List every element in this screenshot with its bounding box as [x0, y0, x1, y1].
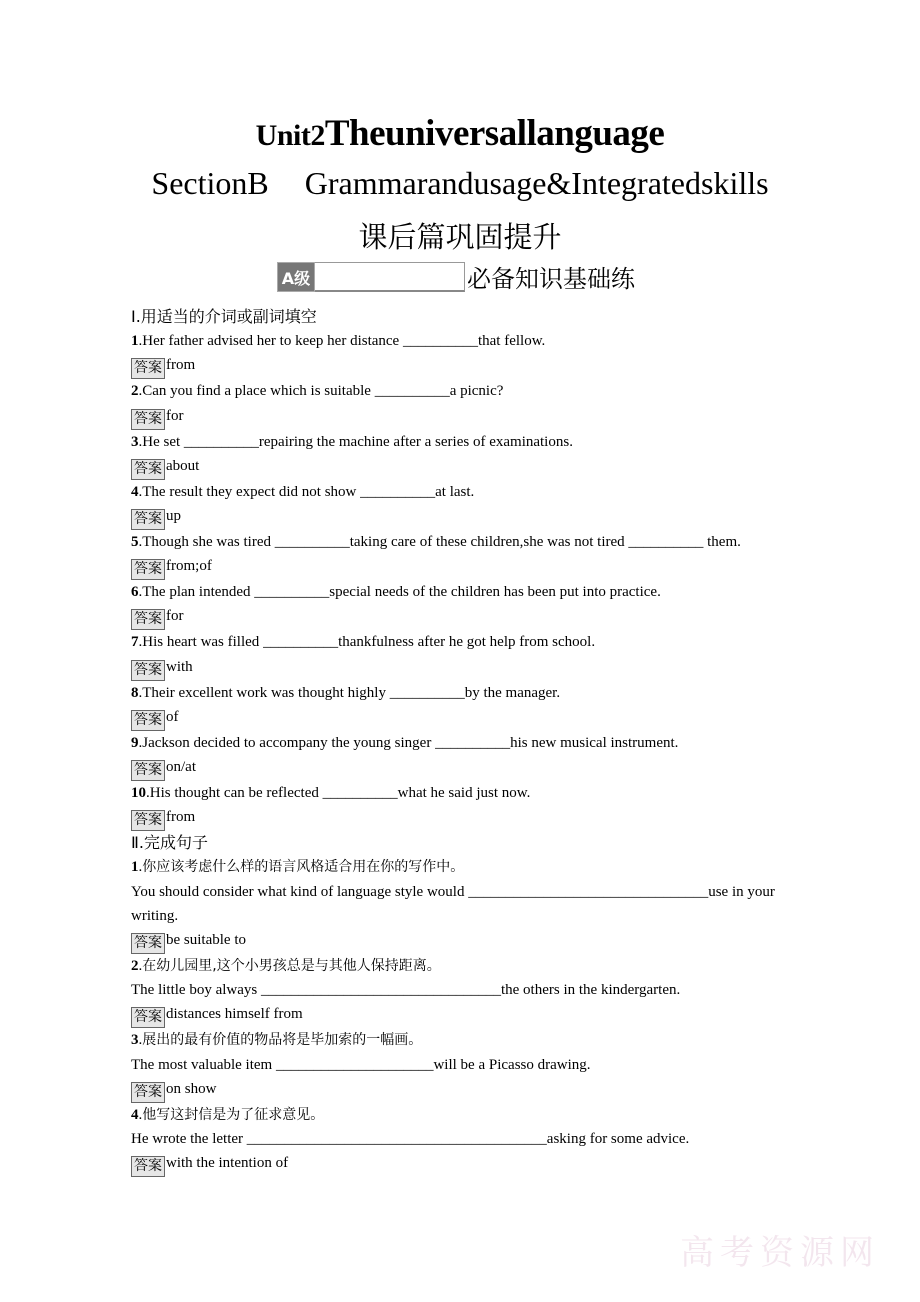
answer-blank: __________: [374, 383, 450, 400]
level-header: [277, 260, 635, 292]
question-text-before: Their excellent work was thought highly: [142, 684, 390, 701]
answer-text: for: [166, 407, 184, 424]
answer-blank: ________________________________: [260, 982, 501, 999]
subtitle: 课后篇巩固提升: [358, 220, 562, 254]
answer-text: on/at: [166, 759, 196, 776]
answer-line: [131, 705, 783, 731]
unit-number: Unit2: [255, 119, 325, 152]
question-item: 1.Her father advised her to keep her distance __________that fellow.: [131, 333, 546, 350]
level-label: 必备知识基础练: [467, 265, 635, 293]
english-sentence: [131, 978, 783, 1002]
question-number: 2: [131, 958, 139, 975]
question-number: 4: [131, 1106, 139, 1123]
question-number: 6: [131, 584, 139, 601]
question-text-before: His thought can be reflected: [149, 785, 323, 802]
answer-badge: 答案: [131, 459, 165, 480]
question-number: 3: [131, 433, 139, 450]
question-number: 4: [131, 483, 139, 500]
sentence-after: the others in the kindergarten.: [500, 982, 681, 999]
section-label: SectionB: [151, 165, 269, 201]
answer-text: about: [166, 457, 200, 474]
question-text-after: special needs of the children has been put into practice.: [329, 584, 661, 601]
chinese-prompt: 1.你应该考虑什么样的语言风格适合用在你的写作中。: [131, 859, 465, 876]
answer-text: from: [166, 357, 196, 374]
question-item: 9.Jackson decided to accompany the young singer __________his new musical instrument.: [131, 734, 679, 751]
answer-blank: __________: [254, 584, 330, 601]
question-number: 3: [131, 1032, 139, 1049]
answer-line: [131, 604, 783, 630]
answer-line: [131, 928, 783, 954]
answer-text: of: [166, 708, 179, 725]
question-number: 2: [131, 383, 139, 400]
question-number: 7: [131, 634, 139, 651]
section-title: [0, 165, 920, 202]
section-topic: Grammarandusage&Integratedskills: [304, 165, 769, 201]
answer-badge: 答案: [131, 760, 165, 781]
question-text-before: The result they expect did not show: [142, 483, 361, 500]
answer-text: with: [166, 658, 193, 675]
answer-badge: 答案: [131, 1082, 165, 1103]
answer-blank: __________: [360, 483, 436, 500]
question-text-after: his new musical instrument.: [510, 734, 679, 751]
sentence-after: will be a Picasso drawing.: [433, 1056, 591, 1073]
answer-text: on show: [166, 1080, 217, 1097]
answer-line: [131, 1077, 783, 1103]
answer-blank: __________: [389, 684, 465, 701]
sentence-before: He wrote the letter: [131, 1131, 247, 1148]
answer-badge: 答案: [131, 710, 165, 731]
answer-line: [131, 655, 783, 681]
answer-blank: _____________________: [275, 1056, 434, 1073]
question-text-after: them.: [703, 534, 741, 551]
answer-line: [131, 404, 783, 430]
answer-badge: 答案: [131, 409, 165, 430]
chinese-sentence: 在幼儿园里,这个小男孩总是与其他人保持距离。: [142, 958, 441, 975]
exercise-content: [131, 305, 783, 1177]
answer-blank: __________: [435, 734, 511, 751]
answer-badge: 答案: [131, 810, 165, 831]
answer-line: [131, 554, 783, 580]
answer-text: from;of: [166, 558, 212, 575]
answer-text: for: [166, 608, 184, 625]
answer-blank: __________: [183, 433, 259, 450]
answer-text: distances himself from: [166, 1006, 303, 1023]
answer-blank: ________________________________: [468, 883, 709, 900]
chinese-prompt: 3.展出的最有价值的物品将是毕加索的一幅画。: [131, 1032, 423, 1049]
question-number: 5: [131, 534, 139, 551]
answer-badge: 答案: [131, 1007, 165, 1028]
level-box: [315, 262, 465, 292]
question-text-after: at last.: [435, 483, 475, 500]
question-number: 10: [131, 785, 146, 802]
question-text-after: what he said just now.: [397, 785, 531, 802]
sentence-before: You should consider what kind of language style would: [131, 883, 469, 900]
chinese-sentence: 展出的最有价值的物品将是毕加索的一幅画。: [142, 1032, 423, 1049]
answer-text: up: [166, 508, 181, 525]
chinese-sentence: 他写这封信是为了征求意见。: [142, 1106, 325, 1123]
question-text-before: Though she was tired: [142, 534, 275, 551]
question-text-after: repairing the machine after a series of examinations.: [258, 433, 573, 450]
section-heading: Ⅰ.用适当的介词或副词填空: [131, 307, 317, 326]
question-item: 2.Can you find a place which is suitable __________a picnic?: [131, 383, 504, 400]
question-text-before: Jackson decided to accompany the young singer: [142, 734, 436, 751]
answer-line: [131, 805, 783, 831]
answer-blank: __________: [628, 534, 704, 551]
question-item: 8.Their excellent work was thought highly __________by the manager.: [131, 684, 561, 701]
question-text-before: The plan intended: [142, 584, 255, 601]
answer-badge: 答案: [131, 1156, 165, 1177]
answer-line: [131, 353, 783, 379]
level-badge: A级: [277, 262, 315, 292]
question-text-before: His heart was filled: [142, 634, 264, 651]
answer-blank: __________: [274, 534, 350, 551]
answer-badge: 答案: [131, 660, 165, 681]
section-heading: Ⅱ.完成句子: [131, 833, 208, 853]
english-sentence: [131, 880, 783, 928]
question-number: 1: [131, 859, 139, 876]
question-item: 7.His heart was filled __________thankfulness after he got help from school.: [131, 634, 596, 651]
chinese-prompt: 2.在幼儿园里,这个小男孩总是与其他人保持距离。: [131, 958, 441, 975]
answer-line: [131, 1151, 783, 1177]
sentence-before: The most valuable item: [131, 1056, 276, 1073]
answer-badge: 答案: [131, 933, 165, 954]
answer-blank: ________________________________________: [246, 1131, 547, 1148]
question-text-after: by the manager.: [464, 684, 561, 701]
answer-text: from: [166, 809, 196, 826]
answer-line: [131, 454, 783, 480]
question-text-after: taking care of these children,she was not tired: [349, 534, 629, 551]
question-item: 10.His thought can be reflected __________what he said just now.: [131, 785, 531, 802]
watermark: 高考资源网: [680, 1233, 880, 1273]
answer-line: [131, 755, 783, 781]
sentence-after: asking for some advice.: [546, 1131, 690, 1148]
answer-line: [131, 504, 783, 530]
question-number: 8: [131, 684, 139, 701]
question-text-before: Can you find a place which is suitable: [142, 383, 375, 400]
answer-badge: 答案: [131, 358, 165, 379]
chinese-prompt: 4.他写这封信是为了征求意见。: [131, 1106, 325, 1123]
chinese-sentence: 你应该考虑什么样的语言风格适合用在你的写作中。: [142, 859, 465, 876]
answer-badge: 答案: [131, 509, 165, 530]
answer-text: be suitable to: [166, 932, 246, 949]
question-item: 5.Though she was tired __________taking care of these children,she was not tired __________ them.: [131, 534, 741, 551]
question-item: 3.He set __________repairing the machine after a series of examinations.: [131, 433, 573, 450]
question-text-after: a picnic?: [449, 383, 504, 400]
answer-blank: __________: [322, 785, 398, 802]
answer-text: with the intention of: [166, 1155, 289, 1172]
question-text-before: He set: [142, 433, 184, 450]
question-item: 6.The plan intended __________special needs of the children has been put into practice.: [131, 584, 661, 601]
answer-badge: 答案: [131, 559, 165, 580]
sentence-after: use in your writing.: [131, 883, 775, 924]
answer-blank: __________: [263, 634, 339, 651]
english-sentence: [131, 1127, 783, 1151]
question-number: 9: [131, 734, 139, 751]
answer-line: [131, 1002, 783, 1028]
answer-blank: __________: [402, 333, 478, 350]
english-sentence: [131, 1053, 783, 1077]
answer-badge: 答案: [131, 609, 165, 630]
question-text-after: thankfulness after he got help from school.: [338, 634, 596, 651]
unit-name: Theuniversallanguage: [324, 113, 665, 154]
question-text-before: Her father advised her to keep her distance: [142, 333, 403, 350]
unit-title: [0, 112, 920, 155]
question-item: 4.The result they expect did not show __________at last.: [131, 483, 475, 500]
question-text-after: that fellow.: [477, 333, 546, 350]
question-number: 1: [131, 333, 139, 350]
sentence-before: The little boy always: [131, 982, 261, 999]
